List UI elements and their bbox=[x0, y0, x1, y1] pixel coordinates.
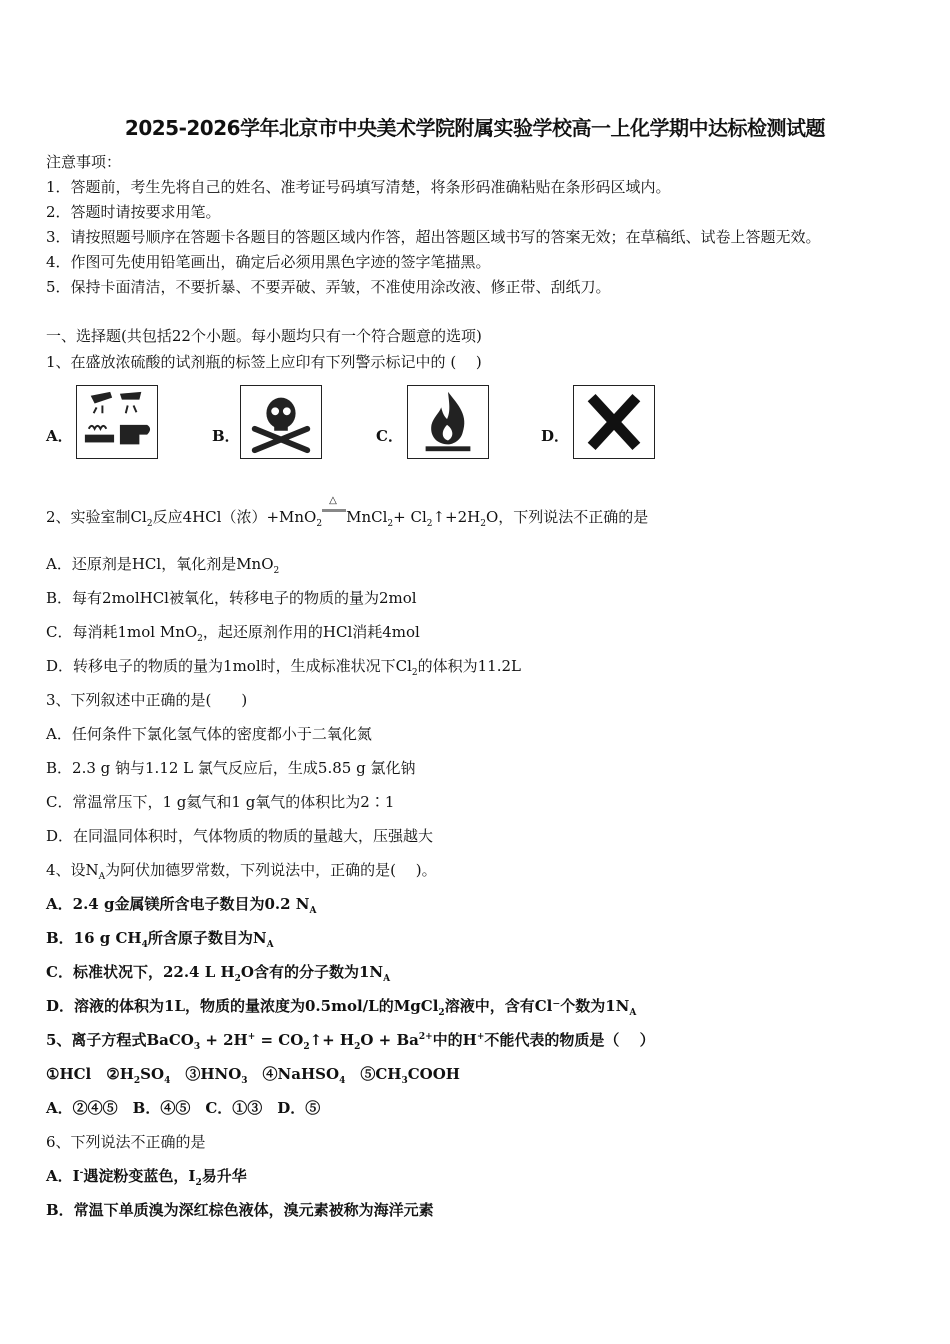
q1-label-a: A． bbox=[46, 427, 73, 445]
q5-choices: ①HCl $②H_2SO_4$ $③HNO_3$ ④NaHSO$_4$ $⑤CH_3COOH$ bbox=[46, 1065, 460, 1086]
q2-option-a: A．还原剂是HCl，氧化剂是MnO$_2$ bbox=[46, 555, 280, 576]
q2-option-c: C．每消耗1mol MnO$_2$，起还原剂作用的HCl消耗4mol bbox=[46, 623, 420, 644]
note-item: 2．答题时请按要求用笔。 bbox=[46, 203, 221, 221]
q4-option-b: B．16 g $CH_4$所含原子数目为$N_A$ bbox=[46, 929, 274, 950]
q6-option-b: B．常温下单质溴为深红棕色液体，溴元素被称为海洋元素 bbox=[46, 1201, 434, 1219]
question-5-stem: 5、离子方程式BaCO$_3$ + $2H^+ = CO_2↑+ H_2O + Ba^{2+}$中的H+不能代表的物质是（ ） bbox=[46, 1031, 655, 1052]
q2-option-b: B．每有2molHCl被氧化，转移电子的物质的量为2mol bbox=[46, 589, 417, 607]
reaction-condition: △ bbox=[322, 507, 346, 527]
section-heading: 一、选择题(共包括22个小题。每小题均只有一个符合题意的选项) bbox=[46, 327, 482, 345]
notes-heading: 注意事项： bbox=[46, 153, 122, 171]
q3-option-a: A．任何条件下氯化氢气体的密度都小于二氧化氮 bbox=[46, 725, 372, 743]
q4-option-a: A．2.4 g金属镁所含电子数目为0.2 $N_A$ bbox=[46, 895, 317, 916]
q3-option-c: C．常温常压下，1 g氦气和1 g氧气的体积比为2∶1 bbox=[46, 793, 395, 811]
q5-options: A．②④⑤ B．④⑤ C．①③ D．⑤ bbox=[46, 1099, 321, 1117]
q1-label-d: D． bbox=[541, 427, 570, 445]
q3-option-b: B．2.3 g 钠与1.12 L 氯气反应后，生成5.85 g 氯化钠 bbox=[46, 759, 416, 777]
flammable-flame-icon bbox=[407, 385, 489, 459]
q6-option-a: A．I-遇淀粉变蓝色，$I_2$易升华 bbox=[46, 1167, 247, 1188]
q1-label-b: B． bbox=[212, 427, 240, 445]
toxic-skull-icon bbox=[240, 385, 322, 459]
q3-option-d: D．在同温同体积时，气体物质的物质的量越大，压强越大 bbox=[46, 827, 434, 845]
question-6-stem: 6、下列说法不正确的是 bbox=[46, 1133, 206, 1151]
question-2-stem: 2、实验室制$Cl_2$反应4HCl（浓）+MnO$_2$ △ MnCl$_2$+ $Cl_2↑+2H_2O$，下列说法不正确的是 bbox=[46, 495, 649, 529]
q4-option-c: C．标准状况下，22.4 L $H_2O$含有的分子数为$1N_A$ bbox=[46, 963, 391, 984]
corrosive-icon bbox=[76, 385, 158, 459]
q2-option-d: D．转移电子的物质的量为1mol时，生成标准状况下$Cl_2$的体积为11.2L bbox=[46, 657, 522, 678]
q4-option-d: D．溶液的体积为1L，物质的量浓度为0.5mol/L的MgCl$_2$溶液中，含有Cl⁻个数为$1N_A$ bbox=[46, 997, 637, 1018]
note-item: 1．答题前，考生先将自己的姓名、准考证号码填写清楚，将条形码准确粘贴在条形码区域内。 bbox=[46, 178, 671, 196]
note-item: 5．保持卡面清洁，不要折暴、不要弄破、弄皱，不准使用涂改液、修正带、刮纸刀。 bbox=[46, 278, 611, 296]
q1-label-c: C． bbox=[376, 427, 403, 445]
note-item: 4．作图可先使用铅笔画出，确定后必须用黑色字迹的签字笔描黑。 bbox=[46, 253, 491, 271]
question-1-stem: 1、在盛放浓硫酸的试剂瓶的标签上应印有下列警示标记中的 ( ) bbox=[46, 353, 482, 371]
question-4-stem: 4、设$N_A$为阿伏加德罗常数，下列说法中，正确的是( )。 bbox=[46, 861, 437, 882]
page-title: 2025-2026学年北京市中央美术学院附属实验学校高一上化学期中达标检测试题 bbox=[124, 116, 826, 140]
harmful-x-icon bbox=[573, 385, 655, 459]
question-3-stem: 3、下列叙述中正确的是( ) bbox=[46, 691, 248, 709]
note-item: 3．请按照题号顺序在答题卡各题目的答题区域内作答，超出答题区域书写的答案无效；在草稿纸、试卷上答题无效。 bbox=[46, 228, 821, 246]
